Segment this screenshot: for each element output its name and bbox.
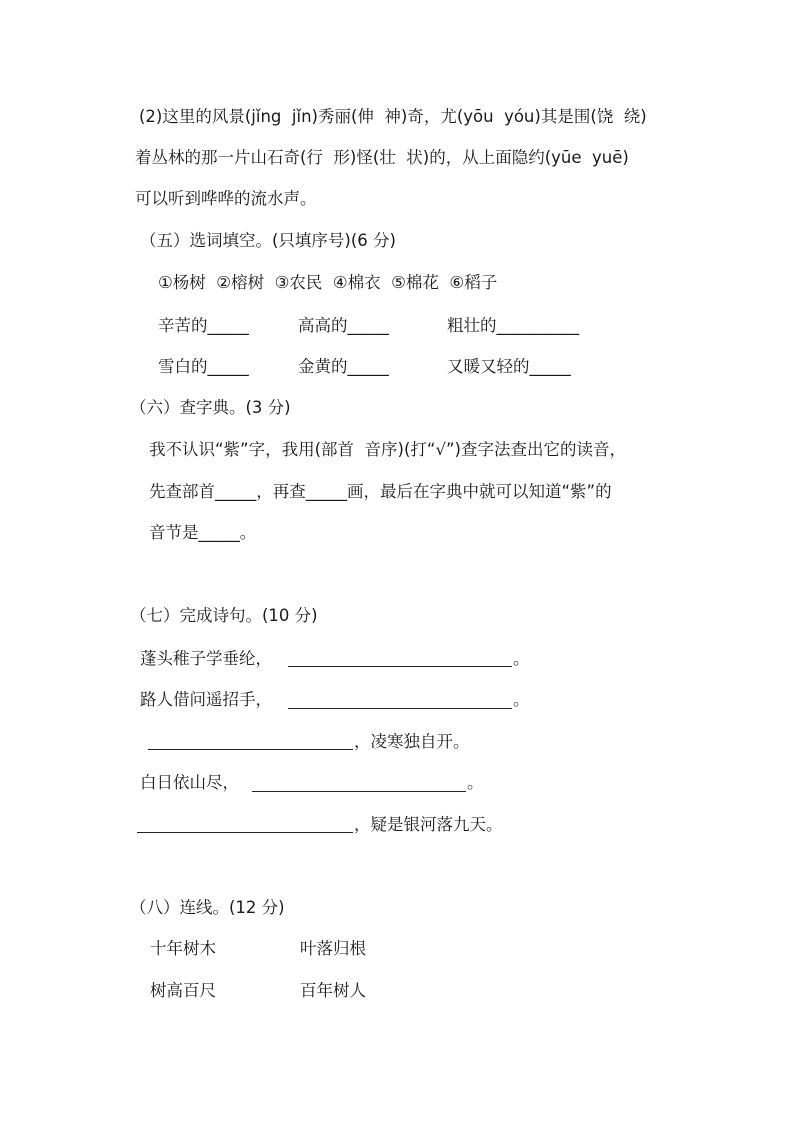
poem-line-2: 路人借问遥招手， bbox=[140, 690, 272, 709]
poem-period: 。 bbox=[467, 773, 484, 792]
dictionary-line-3: 音节是_____。 bbox=[149, 523, 257, 542]
fill-item: 金黄的_____ bbox=[298, 357, 389, 376]
poem-line-4: 白日依山尽， bbox=[140, 773, 239, 792]
match-right-item[interactable]: 百年树人 bbox=[300, 981, 366, 1000]
section-5-heading: （五）选词填空。(只填序号)(6 分) bbox=[140, 231, 396, 250]
answer-blank[interactable] bbox=[288, 708, 512, 709]
poem-period: 。 bbox=[513, 690, 530, 709]
poem-line-5: ，疑是银河落九天。 bbox=[354, 815, 503, 834]
passage-line-1: (2)这里的风景(jǐng jǐn)秀丽(伸 神)奇，尤(yōu yóu)其是围(饶 绕) bbox=[139, 107, 647, 126]
poem-period: 。 bbox=[513, 649, 530, 668]
fill-item: 辛苦的_____ bbox=[158, 316, 249, 335]
dictionary-line-1: 我不认识“紫”字，我用(部首 音序)(打“√”)查字法查出它的读音， bbox=[149, 440, 626, 459]
answer-blank[interactable] bbox=[288, 666, 512, 667]
fill-item: 高高的_____ bbox=[298, 316, 389, 335]
passage-line-2: 着丛林的那一片山石奇(行 形)怪(壮 状)的，从上面隐约(yūe yuē) bbox=[135, 148, 629, 167]
section-8-heading: （八）连线。(12 分) bbox=[130, 898, 285, 917]
answer-blank[interactable] bbox=[137, 832, 353, 833]
answer-blank[interactable] bbox=[148, 749, 353, 750]
match-left-item[interactable]: 树高百尺 bbox=[150, 981, 216, 1000]
dictionary-line-2: 先查部首_____，再查_____画，最后在字典中就可以知道“紫”的 bbox=[149, 482, 612, 501]
poem-line-3: ，凌寒独自开。 bbox=[354, 732, 470, 751]
match-left-item[interactable]: 十年树木 bbox=[150, 939, 216, 958]
poem-line-1: 蓬头稚子学垂纶， bbox=[140, 649, 272, 668]
passage-line-3: 可以听到哗哗的流水声。 bbox=[135, 189, 317, 208]
section-6-heading: （六）查字典。(3 分) bbox=[130, 398, 291, 417]
fill-item: 又暖又轻的_____ bbox=[447, 357, 571, 376]
section-7-heading: （七）完成诗句。(10 分) bbox=[130, 606, 318, 625]
match-right-item[interactable]: 叶落归根 bbox=[300, 939, 366, 958]
word-options: ①杨树 ②榕树 ③农民 ④棉衣 ⑤棉花 ⑥稻子 bbox=[158, 273, 498, 292]
fill-item: 粗壮的__________ bbox=[447, 316, 579, 335]
answer-blank[interactable] bbox=[252, 791, 466, 792]
fill-item: 雪白的_____ bbox=[158, 357, 249, 376]
